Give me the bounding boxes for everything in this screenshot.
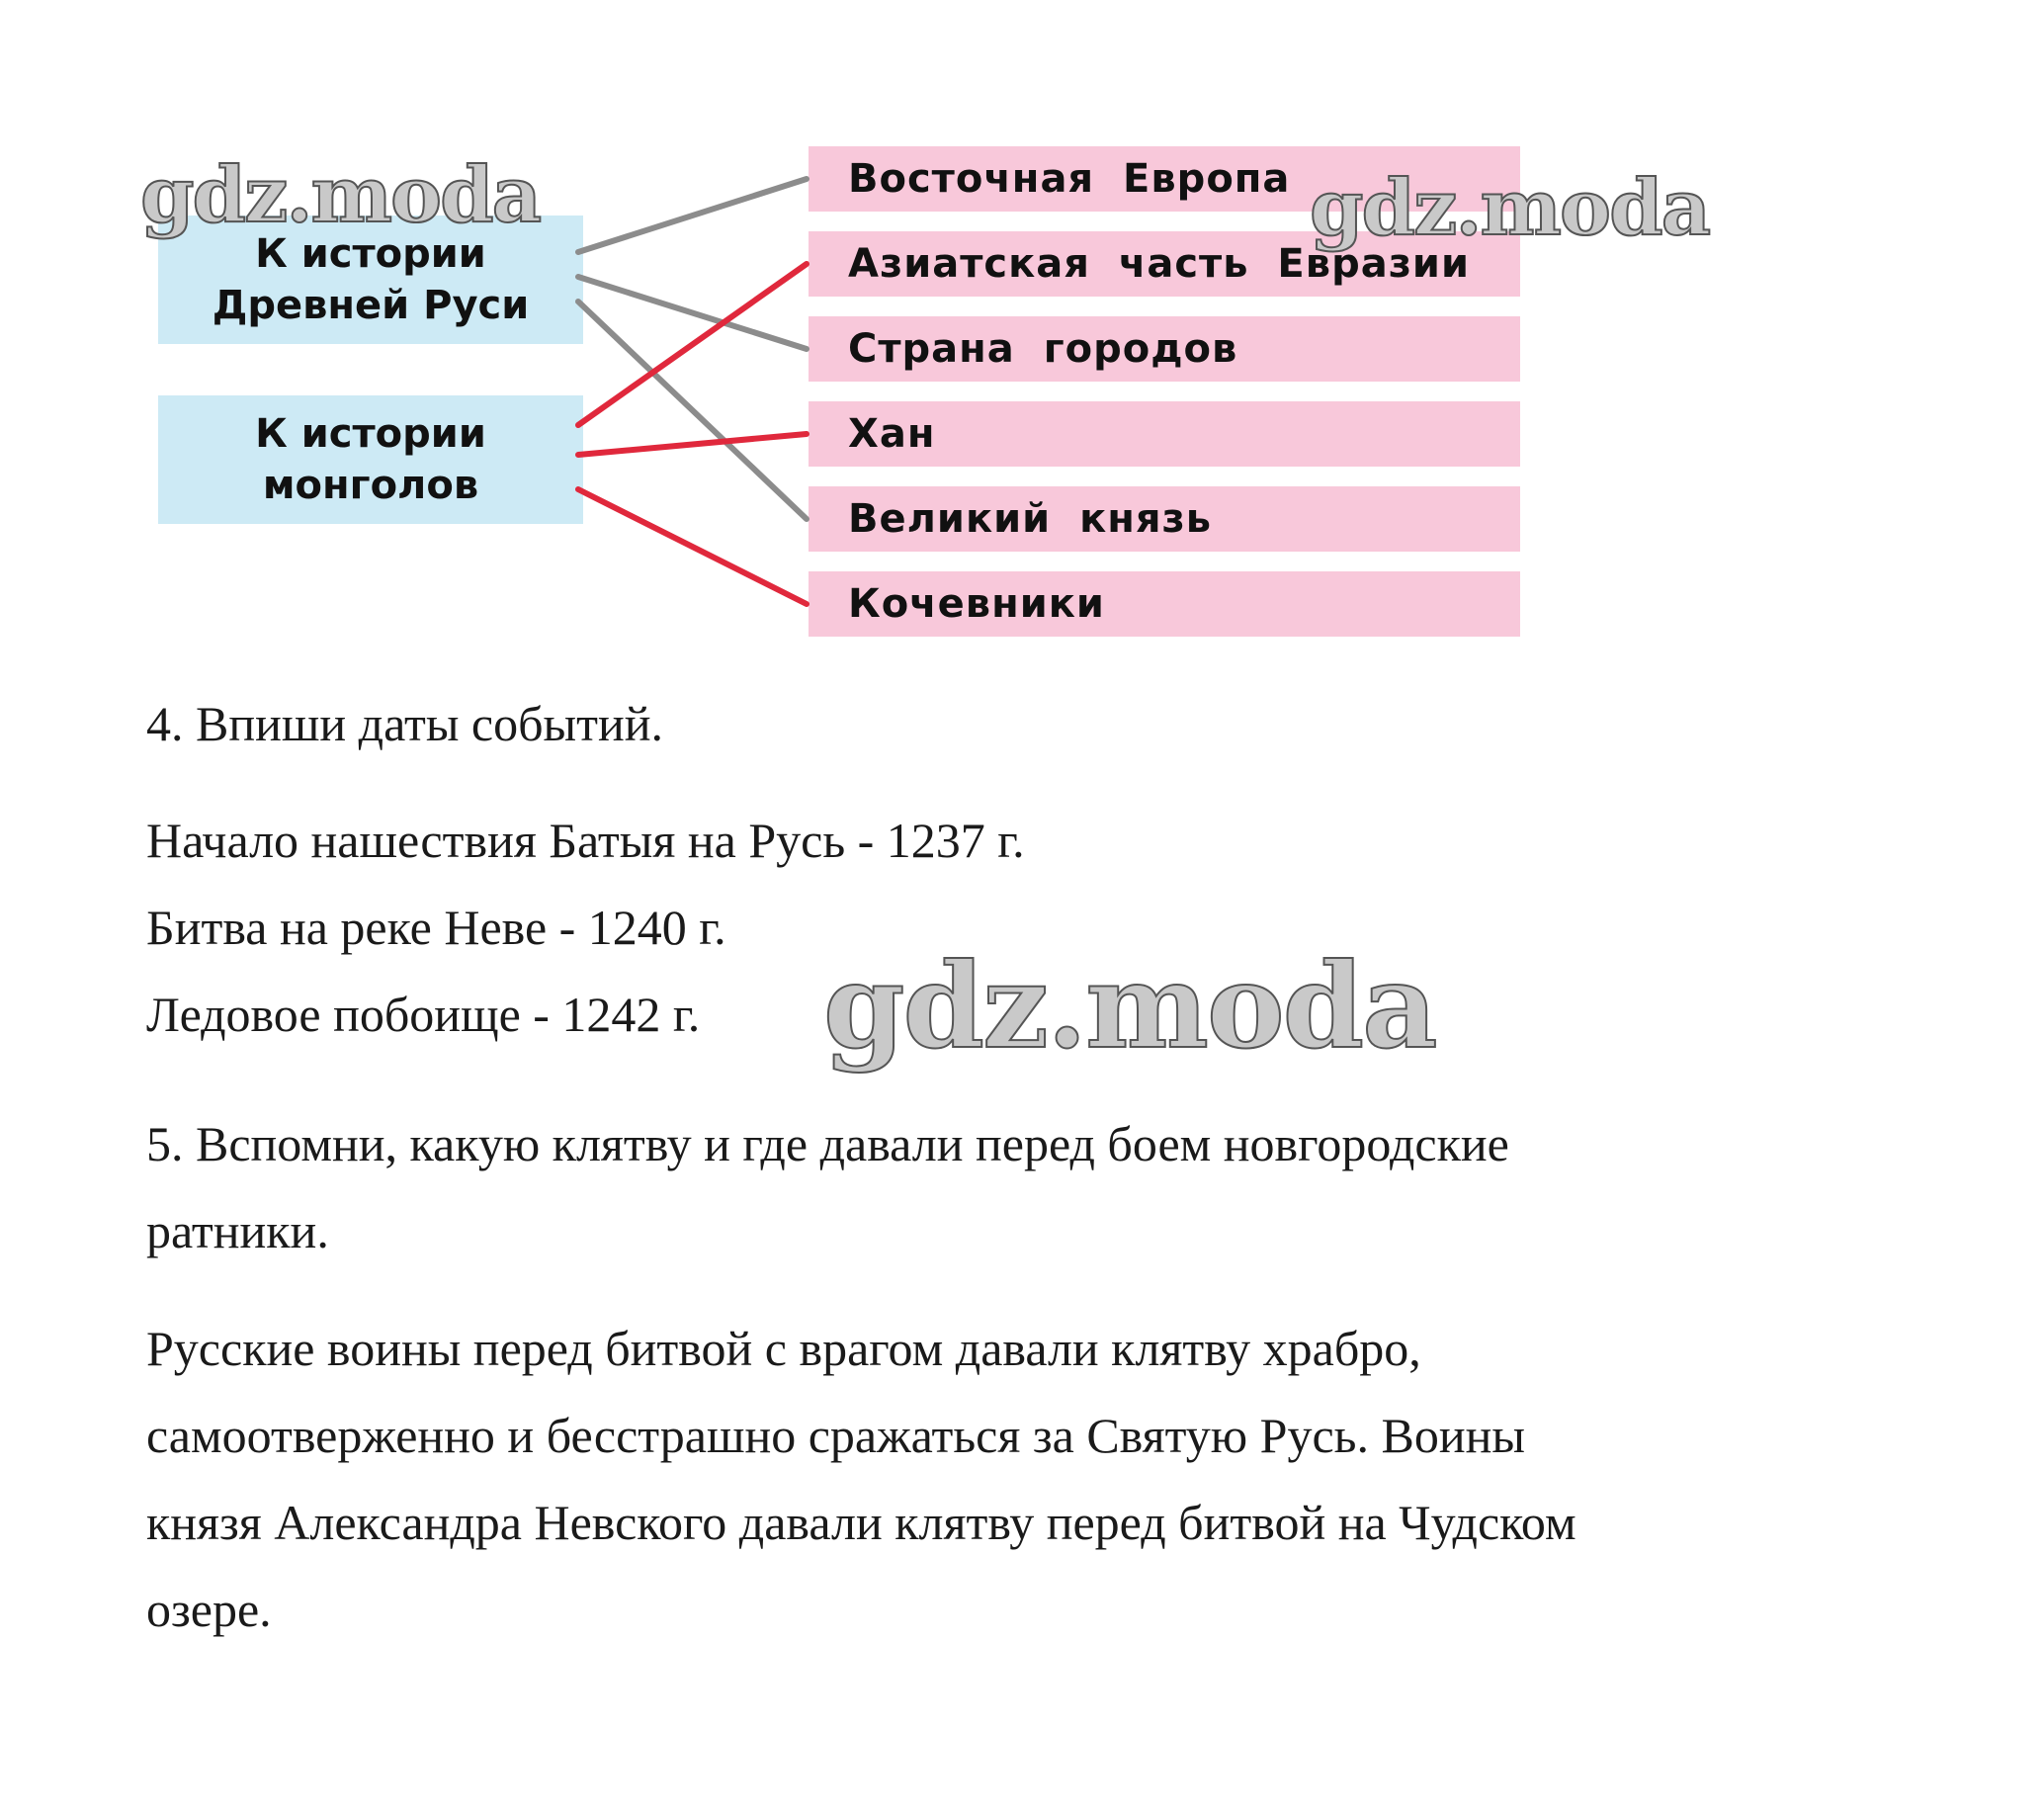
watermark-top-left: gdz.moda	[140, 150, 541, 240]
term-khan: Хан	[809, 401, 1520, 467]
task5-answer-line: самоотверженно и бесстрашно сражаться за Святую Русь. Воины	[146, 1408, 1525, 1463]
task5-answer	[146, 1305, 1925, 1653]
term-asian-eurasia: Азиатская часть Евразии	[809, 231, 1520, 297]
task5-answer-line: Русские воины перед битвой с врагом давали клятву храбро,	[146, 1321, 1421, 1376]
task4-answer-ice-battle: Ледовое побоище - 1242 г.	[146, 987, 701, 1042]
task5-question	[146, 1100, 1925, 1274]
connection-line	[578, 179, 807, 252]
task5-answer-line: озере.	[146, 1582, 272, 1637]
topic-label-mongols: К истории монголов	[255, 411, 486, 508]
task5-question-line: ратники.	[146, 1203, 329, 1258]
connection-line	[578, 489, 807, 604]
topic-label-ancient-rus: К истории Древней Руси	[212, 231, 530, 328]
task4-answer-batu: Начало нашествия Батыя на Русь - 1237 г.	[146, 813, 1025, 868]
task5-answer-line: князя Александра Невского давали клятву перед битвой на Чудском	[146, 1495, 1576, 1550]
term-grand-prince: Великий князь	[809, 486, 1520, 552]
watermark-top-right: gdz.moda	[1310, 163, 1710, 253]
watermark-center: gdz.moda	[823, 937, 1436, 1075]
term-eastern-europe: Восточная Европа	[809, 146, 1520, 212]
connection-line	[578, 434, 807, 455]
connection-line	[578, 302, 807, 519]
task4-question: 4. Впиши даты событий.	[146, 696, 663, 751]
task5-question-line: 5. Вспомни, какую клятву и где давали перед боем новгородские	[146, 1116, 1509, 1171]
term-nomads: Кочевники	[809, 571, 1520, 637]
term-country-of-cities: Страна городов	[809, 316, 1520, 382]
task4-answer-neva: Битва на реке Неве - 1240 г.	[146, 900, 726, 955]
